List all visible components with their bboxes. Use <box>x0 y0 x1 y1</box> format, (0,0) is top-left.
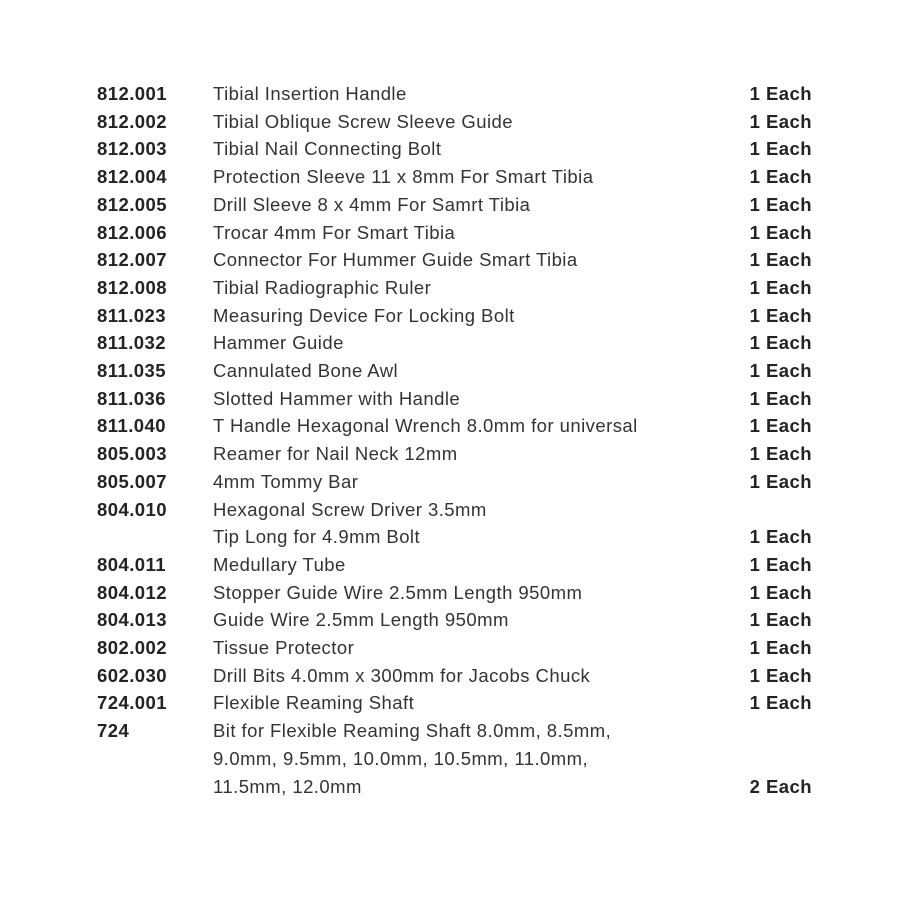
item-description: T Handle Hexagonal Wrench 8.0mm for universal <box>213 415 638 437</box>
table-row <box>97 191 812 219</box>
item-description: Tibial Oblique Screw Sleeve Guide <box>213 110 514 132</box>
table-row <box>97 496 812 524</box>
part-number: 802.002 <box>97 637 168 659</box>
part-number: 812.001 <box>97 83 168 104</box>
item-description: Hexagonal Screw Driver 3.5mm <box>213 498 487 520</box>
table-row <box>97 745 812 773</box>
part-number: 811.040 <box>97 415 167 437</box>
item-description: Flexible Reaming Shaft <box>213 692 415 714</box>
quantity: 1 Each <box>749 110 812 132</box>
table-row <box>97 108 812 136</box>
item-description: Bit for Flexible Reaming Shaft 8.0mm, 8.5mm, <box>213 720 612 742</box>
table-row <box>97 440 812 468</box>
part-number: 812.007 <box>97 249 168 271</box>
item-description: 4mm Tommy Bar <box>213 470 359 492</box>
quantity: 1 Each <box>749 332 812 354</box>
quantity: 1 Each <box>749 83 812 104</box>
table-row <box>97 246 812 274</box>
item-description: Drill Bits 4.0mm x 300mm for Jacobs Chuck <box>213 664 591 686</box>
item-description: Stopper Guide Wire 2.5mm Length 950mm <box>213 581 583 603</box>
table-row <box>97 80 812 108</box>
item-description: Tibial Insertion Handle <box>213 83 407 104</box>
item-description: Drill Sleeve 8 x 4mm For Samrt Tibia <box>213 193 531 215</box>
quantity: 1 Each <box>749 692 812 714</box>
part-number: 804.013 <box>97 609 168 631</box>
part-number: 812.004 <box>97 166 168 188</box>
part-number: 804.012 <box>97 581 168 603</box>
table-row <box>97 329 812 357</box>
item-description: Tibial Radiographic Ruler <box>213 276 432 298</box>
part-number: 805.003 <box>97 443 168 465</box>
quantity: 1 Each <box>749 415 812 437</box>
table-row <box>97 689 812 717</box>
item-description: Reamer for Nail Neck 12mm <box>213 443 458 465</box>
table-row <box>97 302 812 330</box>
quantity: 1 Each <box>749 470 812 492</box>
table-row <box>97 523 812 551</box>
item-description: 9.0mm, 9.5mm, 10.0mm, 10.5mm, 11.0mm, <box>213 747 589 769</box>
item-description: Measuring Device For Locking Bolt <box>213 304 515 326</box>
item-description: Slotted Hammer with Handle <box>213 387 461 409</box>
item-description: Trocar 4mm For Smart Tibia <box>213 221 456 243</box>
part-number: 805.007 <box>97 470 168 492</box>
table-row <box>97 773 812 801</box>
item-description: Tibial Nail Connecting Bolt <box>213 138 442 160</box>
table-row <box>97 135 812 163</box>
table-row <box>97 662 812 690</box>
part-number: 724 <box>97 720 130 742</box>
quantity: 1 Each <box>749 166 812 188</box>
quantity: 1 Each <box>749 387 812 409</box>
part-number: 812.008 <box>97 276 168 298</box>
item-description: Medullary Tube <box>213 553 346 575</box>
part-number: 812.002 <box>97 110 168 132</box>
quantity: 1 Each <box>749 276 812 298</box>
quantity: 1 Each <box>749 526 812 548</box>
part-number: 804.010 <box>97 498 168 520</box>
quantity: 1 Each <box>749 581 812 603</box>
table-row <box>97 606 812 634</box>
part-number: 812.006 <box>97 221 168 243</box>
table-row <box>97 385 812 413</box>
item-description: Protection Sleeve 11 x 8mm For Smart Tibia <box>213 166 594 188</box>
table-row <box>97 274 812 302</box>
part-number: 812.003 <box>97 138 168 160</box>
item-description: Tissue Protector <box>213 637 355 659</box>
quantity: 1 Each <box>749 664 812 686</box>
quantity: 2 Each <box>749 775 812 797</box>
table-row <box>97 634 812 662</box>
parts-list <box>97 80 812 800</box>
item-description: 11.5mm, 12.0mm <box>213 775 362 797</box>
quantity: 1 Each <box>749 193 812 215</box>
quantity: 1 Each <box>749 553 812 575</box>
table-row <box>97 579 812 607</box>
table-row <box>97 163 812 191</box>
part-number: 724.001 <box>97 692 168 714</box>
table-row <box>97 219 812 247</box>
table-row <box>97 357 812 385</box>
table-row <box>97 412 812 440</box>
quantity: 1 Each <box>749 138 812 160</box>
quantity: 1 Each <box>749 637 812 659</box>
item-description: Cannulated Bone Awl <box>213 360 399 382</box>
quantity: 1 Each <box>749 609 812 631</box>
part-number: 804.011 <box>97 553 167 575</box>
quantity: 1 Each <box>749 360 812 382</box>
part-number: 812.005 <box>97 193 168 215</box>
table-row <box>97 468 812 496</box>
part-number: 811.035 <box>97 360 167 382</box>
quantity: 1 Each <box>749 304 812 326</box>
item-description: Guide Wire 2.5mm Length 950mm <box>213 609 509 631</box>
quantity: 1 Each <box>749 443 812 465</box>
item-description: Tip Long for 4.9mm Bolt <box>213 526 421 548</box>
part-number: 811.023 <box>97 304 167 326</box>
table-row <box>97 551 812 579</box>
quantity: 1 Each <box>749 221 812 243</box>
item-description: Connector For Hummer Guide Smart Tibia <box>213 249 578 271</box>
part-number: 811.032 <box>97 332 167 354</box>
item-description: Hammer Guide <box>213 332 344 354</box>
quantity: 1 Each <box>749 249 812 271</box>
table-row <box>97 717 812 745</box>
part-number: 811.036 <box>97 387 167 409</box>
part-number: 602.030 <box>97 664 168 686</box>
